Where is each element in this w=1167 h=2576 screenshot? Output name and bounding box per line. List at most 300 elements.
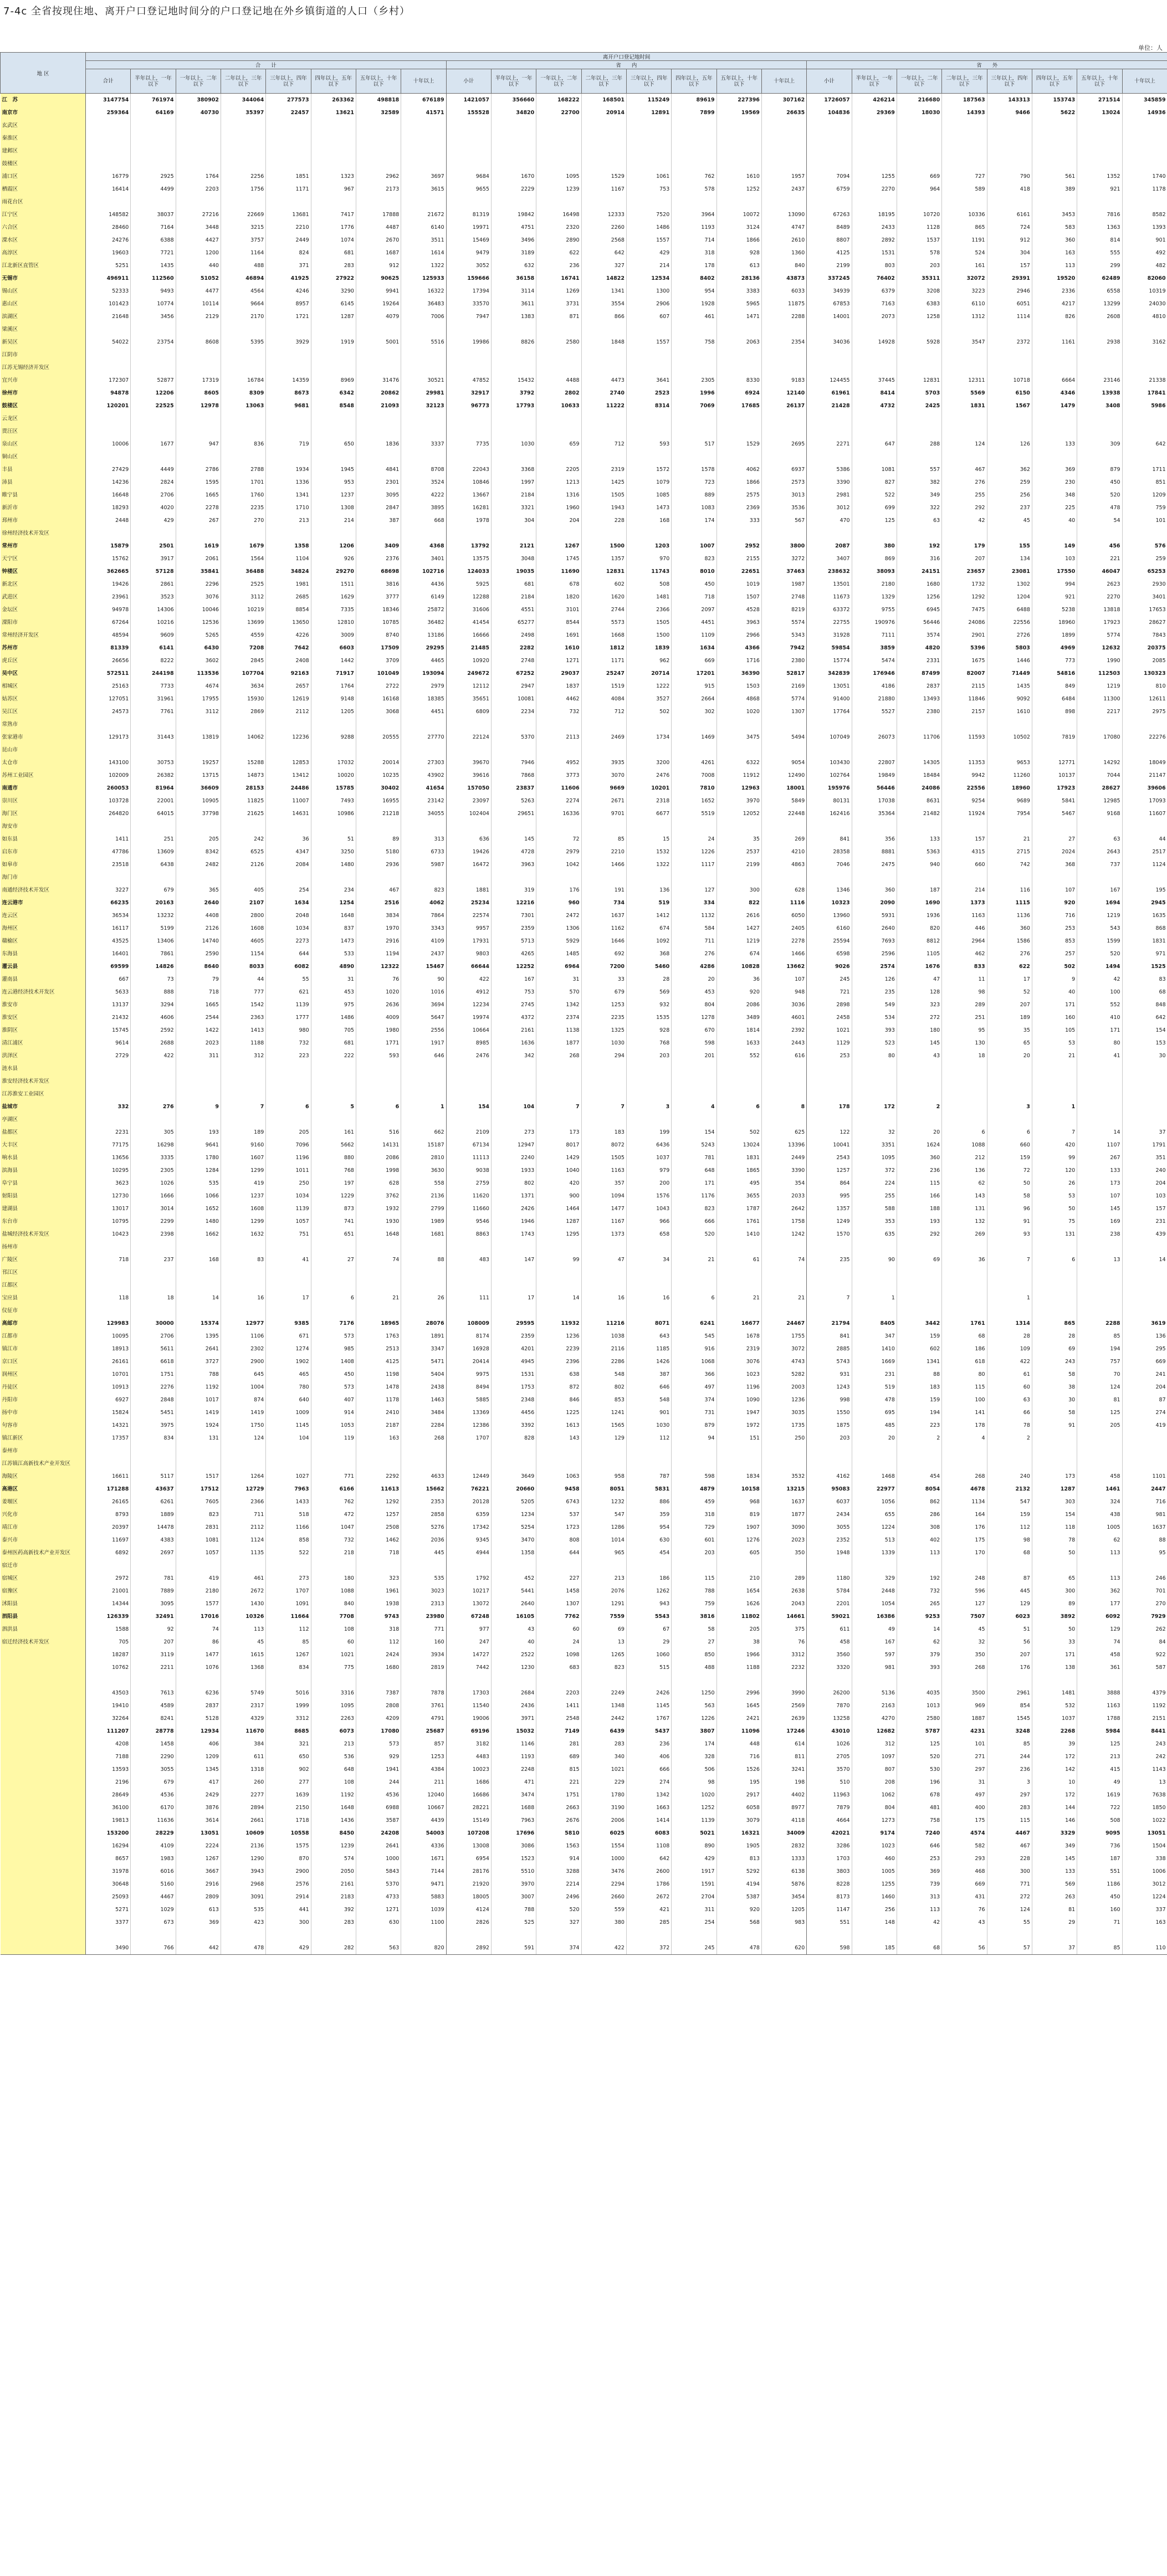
table-cell: 3757 bbox=[221, 234, 265, 247]
table-cell bbox=[581, 145, 626, 157]
table-cell bbox=[536, 1088, 581, 1100]
table-cell: 429 bbox=[672, 1852, 716, 1865]
table-cell: 1703 bbox=[807, 1852, 852, 1865]
table-cell: 11216 bbox=[581, 1317, 626, 1330]
table-cell bbox=[581, 1279, 626, 1292]
table-cell: 14826 bbox=[131, 960, 176, 973]
table-cell: 272 bbox=[897, 1011, 941, 1024]
table-cell: 153743 bbox=[1032, 94, 1077, 107]
table-cell: 260 bbox=[221, 1776, 265, 1789]
table-cell: 508 bbox=[626, 578, 671, 591]
table-cell: 16955 bbox=[356, 795, 401, 807]
table-cell: 30521 bbox=[401, 374, 446, 387]
table-cell: 2688 bbox=[131, 1037, 176, 1049]
table-cell: 13051 bbox=[176, 1827, 221, 1840]
table-cell: 143 bbox=[942, 1190, 987, 1202]
table-cell: 4439 bbox=[401, 1814, 446, 1827]
table-cell: 497 bbox=[672, 1381, 716, 1394]
table-cell: 1167 bbox=[581, 1215, 626, 1228]
table-cell: 393 bbox=[897, 1661, 941, 1674]
table-row bbox=[1, 1151, 1167, 1164]
table-cell: 13186 bbox=[401, 629, 446, 642]
data-table-wrapper bbox=[0, 52, 1167, 1955]
table-cell: 1342 bbox=[626, 1789, 671, 1801]
table-row bbox=[1, 1075, 1167, 1088]
table-cell: 3536 bbox=[761, 501, 806, 514]
table-cell: 39606 bbox=[1122, 782, 1167, 795]
table-cell bbox=[716, 361, 761, 374]
table-cell: 583 bbox=[1032, 221, 1077, 234]
table-cell: 1357 bbox=[581, 552, 626, 565]
table-row bbox=[1, 1381, 1167, 1394]
table-cell bbox=[86, 1929, 131, 1942]
table-cell: 2443 bbox=[761, 1037, 806, 1049]
table-cell: 2151 bbox=[1122, 1712, 1167, 1725]
table-cell: 1786 bbox=[626, 1878, 671, 1891]
table-cell: 16168 bbox=[356, 693, 401, 705]
table-cell: 4231 bbox=[942, 1725, 987, 1738]
table-cell bbox=[356, 425, 401, 438]
table-cell bbox=[807, 450, 852, 463]
table-cell: 1608 bbox=[221, 922, 265, 935]
table-cell: 1167 bbox=[581, 183, 626, 196]
table-cell: 2286 bbox=[581, 1355, 626, 1368]
table-cell: 2517 bbox=[1122, 846, 1167, 858]
table-cell: 12682 bbox=[852, 1725, 897, 1738]
table-cell: 4467 bbox=[987, 1827, 1032, 1840]
table-row bbox=[1, 489, 1167, 501]
table-cell: 1932 bbox=[356, 1202, 401, 1215]
table-cell: 7708 bbox=[311, 1610, 356, 1623]
table-cell bbox=[852, 871, 897, 884]
region-name: 金坛区 bbox=[1, 603, 86, 616]
table-row bbox=[1, 349, 1167, 361]
table-cell bbox=[672, 196, 716, 208]
table-cell: 23837 bbox=[491, 782, 536, 795]
table-cell: 405 bbox=[221, 884, 265, 897]
table-cell: 2363 bbox=[221, 1011, 265, 1024]
table-cell: 8228 bbox=[807, 1878, 852, 1891]
table-cell: 154 bbox=[1122, 1024, 1167, 1037]
table-cell: 1163 bbox=[942, 909, 987, 922]
table-cell: 2217 bbox=[1077, 705, 1122, 718]
table-cell bbox=[176, 145, 221, 157]
table-cell: 2548 bbox=[536, 1712, 581, 1725]
table-cell: 13008 bbox=[446, 1840, 491, 1852]
table-cell: 510 bbox=[807, 1776, 852, 1789]
table-cell bbox=[221, 1279, 265, 1292]
table-cell: 1360 bbox=[761, 247, 806, 259]
table-cell: 18960 bbox=[1032, 616, 1077, 629]
table-cell: 29391 bbox=[987, 272, 1032, 285]
table-cell: 10558 bbox=[266, 1827, 311, 1840]
table-cell: 8657 bbox=[86, 1852, 131, 1865]
region-name: 连云港经济技术开发区 bbox=[1, 986, 86, 998]
table-cell: 2090 bbox=[852, 897, 897, 909]
table-cell: 1686 bbox=[446, 1776, 491, 1789]
table-cell bbox=[626, 349, 671, 361]
table-cell: 36 bbox=[942, 1253, 987, 1266]
table-cell: 438 bbox=[1077, 1508, 1122, 1521]
table-cell: 110 bbox=[1122, 1942, 1167, 1955]
table-cell: 6359 bbox=[446, 1508, 491, 1521]
table-cell: 9941 bbox=[356, 285, 401, 298]
table-cell: 17955 bbox=[176, 693, 221, 705]
table-cell: 17550 bbox=[1032, 565, 1077, 578]
table-cell: 3611 bbox=[491, 298, 536, 310]
table-cell: 1430 bbox=[221, 1597, 265, 1610]
page-title: 7-4c 全省按现住地、离开户口登记地时间分的户口登记地在外乡镇街道的人口（乡村） bbox=[3, 6, 411, 17]
table-cell bbox=[131, 718, 176, 731]
table-cell: 6261 bbox=[131, 1496, 176, 1508]
table-cell: 2706 bbox=[131, 489, 176, 501]
table-cell bbox=[311, 1266, 356, 1279]
table-cell: 20660 bbox=[491, 1483, 536, 1496]
table-cell: 853 bbox=[581, 1394, 626, 1406]
table-cell: 10095 bbox=[86, 1330, 131, 1343]
table-row bbox=[1, 960, 1167, 973]
table-cell: 622 bbox=[987, 960, 1032, 973]
table-cell bbox=[86, 1559, 131, 1572]
region-name: 滨湖区 bbox=[1, 310, 86, 323]
table-cell: 1314 bbox=[987, 1317, 1032, 1330]
table-cell: 4222 bbox=[401, 489, 446, 501]
table-cell: 3964 bbox=[672, 208, 716, 221]
table-cell: 236 bbox=[897, 1164, 941, 1177]
table-cell: 8173 bbox=[807, 1891, 852, 1903]
table-cell bbox=[1077, 145, 1122, 157]
table-cell bbox=[1122, 450, 1167, 463]
table-cell: 329 bbox=[852, 1572, 897, 1585]
table-cell bbox=[176, 412, 221, 425]
table-cell: 3290 bbox=[311, 285, 356, 298]
table-cell: 410 bbox=[1077, 1011, 1122, 1024]
table-cell: 253 bbox=[897, 1852, 941, 1865]
table-cell: 9092 bbox=[987, 693, 1032, 705]
table-row bbox=[1, 654, 1167, 667]
table-cell: 13017 bbox=[86, 1202, 131, 1215]
table-cell bbox=[131, 744, 176, 756]
table-cell bbox=[266, 145, 311, 157]
table-cell bbox=[221, 1088, 265, 1100]
table-cell: 1291 bbox=[581, 1597, 626, 1610]
table-cell: 1262 bbox=[626, 1585, 671, 1597]
table-cell: 89619 bbox=[672, 94, 716, 107]
table-cell: 12985 bbox=[1077, 795, 1122, 807]
table-cell: 21482 bbox=[897, 807, 941, 820]
table-cell: 711 bbox=[672, 935, 716, 948]
table-cell: 753 bbox=[626, 183, 671, 196]
table-cell: 1634 bbox=[266, 897, 311, 909]
table-cell: 95 bbox=[942, 1024, 987, 1037]
table-cell bbox=[897, 1292, 941, 1304]
table-cell: 1009 bbox=[266, 1406, 311, 1419]
table-cell: 6488 bbox=[987, 603, 1032, 616]
table-cell bbox=[266, 1241, 311, 1253]
table-cell: 788 bbox=[176, 1368, 221, 1381]
table-cell bbox=[1122, 744, 1167, 756]
table-cell bbox=[311, 820, 356, 833]
table-cell: 1701 bbox=[221, 476, 265, 489]
table-cell: 1761 bbox=[942, 1317, 987, 1330]
table-cell: 2183 bbox=[311, 1891, 356, 1903]
table-cell bbox=[942, 323, 987, 336]
table-cell: 1740 bbox=[1122, 170, 1167, 183]
table-cell: 3055 bbox=[807, 1521, 852, 1534]
table-cell bbox=[266, 744, 311, 756]
table-cell: 2317 bbox=[221, 1699, 265, 1712]
table-cell: 6927 bbox=[86, 1394, 131, 1406]
table-cell: 207 bbox=[987, 998, 1032, 1011]
table-cell bbox=[626, 1674, 671, 1687]
table-cell bbox=[987, 1929, 1032, 1942]
region-name: 淮安经济技术开发区 bbox=[1, 1075, 86, 1088]
table-cell: 24486 bbox=[266, 782, 311, 795]
table-row bbox=[1, 1113, 1167, 1126]
table-cell: 1763 bbox=[356, 1330, 401, 1343]
table-cell: 1723 bbox=[536, 1521, 581, 1534]
table-cell: 732 bbox=[266, 1037, 311, 1049]
table-cell bbox=[491, 157, 536, 170]
table-cell: 2590 bbox=[176, 948, 221, 960]
table-cell bbox=[446, 527, 491, 540]
table-cell: 113 bbox=[897, 1903, 941, 1916]
table-cell: 19974 bbox=[446, 1011, 491, 1024]
region-name: 南通市 bbox=[1, 782, 86, 795]
table-cell bbox=[356, 1445, 401, 1457]
table-cell: 136 bbox=[1122, 1330, 1167, 1343]
table-cell: 1466 bbox=[761, 948, 806, 960]
table-cell: 353 bbox=[852, 1215, 897, 1228]
table-cell: 125 bbox=[1077, 1738, 1122, 1750]
table-cell: 250 bbox=[761, 1432, 806, 1445]
table-cell bbox=[491, 119, 536, 132]
table-cell: 18293 bbox=[86, 501, 131, 514]
table-cell bbox=[536, 425, 581, 438]
table-cell: 552 bbox=[1077, 998, 1122, 1011]
table-cell: 1192 bbox=[1122, 1699, 1167, 1712]
table-cell: 351 bbox=[1122, 1151, 1167, 1164]
table-cell: 681 bbox=[311, 1037, 356, 1049]
table-cell: 1192 bbox=[311, 1789, 356, 1801]
table-cell: 207 bbox=[942, 552, 987, 565]
table-cell: 1665 bbox=[176, 998, 221, 1011]
table-cell: 647 bbox=[852, 438, 897, 450]
table-cell bbox=[1077, 323, 1122, 336]
table-cell: 3390 bbox=[807, 476, 852, 489]
table-cell: 63 bbox=[897, 514, 941, 527]
table-cell: 6 bbox=[672, 1292, 716, 1304]
table-cell: 866 bbox=[581, 310, 626, 323]
region-name: 虎丘区 bbox=[1, 654, 86, 667]
table-cell: 5437 bbox=[626, 1725, 671, 1738]
table-cell: 679 bbox=[581, 986, 626, 998]
table-cell: 2214 bbox=[536, 1878, 581, 1891]
table-cell: 245 bbox=[672, 1942, 716, 1955]
table-cell: 3634 bbox=[221, 680, 265, 693]
table-cell: 16928 bbox=[446, 1343, 491, 1355]
table-cell: 294 bbox=[581, 1049, 626, 1062]
table-cell: 65253 bbox=[1122, 565, 1167, 578]
table-cell: 3615 bbox=[401, 183, 446, 196]
table-cell: 21794 bbox=[807, 1317, 852, 1330]
table-cell: 5292 bbox=[716, 1865, 761, 1878]
table-cell bbox=[221, 744, 265, 756]
table-cell bbox=[626, 718, 671, 731]
table-cell bbox=[536, 744, 581, 756]
table-cell bbox=[536, 871, 581, 884]
table-cell: 111207 bbox=[86, 1725, 131, 1738]
table-cell: 8793 bbox=[86, 1508, 131, 1521]
table-cell: 44 bbox=[221, 973, 265, 986]
table-cell bbox=[807, 1075, 852, 1088]
table-cell: 1691 bbox=[536, 629, 581, 642]
table-cell: 596 bbox=[942, 1585, 987, 1597]
table-cell: 23518 bbox=[86, 858, 131, 871]
table-cell bbox=[356, 412, 401, 425]
table-cell bbox=[1032, 1266, 1077, 1279]
region-name: 张家港市 bbox=[1, 731, 86, 744]
table-cell: 4589 bbox=[131, 1699, 176, 1712]
table-cell: 124033 bbox=[446, 565, 491, 578]
table-cell: 1877 bbox=[761, 1508, 806, 1521]
table-cell: 2380 bbox=[897, 705, 941, 718]
region-name bbox=[1, 1661, 86, 1674]
table-cell bbox=[1032, 323, 1077, 336]
table-cell: 2180 bbox=[176, 1585, 221, 1597]
table-cell: 2684 bbox=[491, 1687, 536, 1699]
table-cell: 31 bbox=[536, 973, 581, 986]
table-cell bbox=[176, 1088, 221, 1100]
table-cell: 2210 bbox=[581, 846, 626, 858]
table-row bbox=[1, 1253, 1167, 1266]
table-cell bbox=[807, 323, 852, 336]
table-cell: 3401 bbox=[401, 552, 446, 565]
table-cell: 79 bbox=[176, 973, 221, 986]
table-cell: 2278 bbox=[761, 935, 806, 948]
table-cell: 1567 bbox=[987, 400, 1032, 412]
table-cell: 46047 bbox=[1077, 565, 1122, 578]
table-row bbox=[1, 1317, 1167, 1330]
table-cell bbox=[1077, 412, 1122, 425]
table-cell: 6954 bbox=[446, 1852, 491, 1865]
table-cell: 6025 bbox=[581, 1827, 626, 1840]
table-cell bbox=[942, 1100, 987, 1113]
table-cell: 461 bbox=[672, 310, 716, 323]
region-name: 连云区 bbox=[1, 909, 86, 922]
table-cell: 52817 bbox=[761, 667, 806, 680]
table-cell: 3035 bbox=[761, 1406, 806, 1419]
region-name bbox=[1, 1648, 86, 1661]
table-row bbox=[1, 922, 1167, 935]
table-cell: 162416 bbox=[807, 807, 852, 820]
table-cell: 360 bbox=[1032, 234, 1077, 247]
table-cell: 3368 bbox=[491, 463, 536, 476]
table-cell: 348 bbox=[1032, 489, 1077, 501]
table-cell: 2126 bbox=[221, 858, 265, 871]
table-row bbox=[1, 1241, 1167, 1253]
table-cell: 267 bbox=[1077, 1151, 1122, 1164]
table-cell: 286 bbox=[897, 1508, 941, 1521]
table-cell bbox=[131, 820, 176, 833]
table-cell: 1043 bbox=[626, 1202, 671, 1215]
table-cell: 5 bbox=[311, 1100, 356, 1113]
table-cell bbox=[221, 323, 265, 336]
table-cell: 1632 bbox=[221, 1228, 265, 1241]
table-cell bbox=[807, 1279, 852, 1292]
table-cell bbox=[987, 361, 1032, 374]
table-cell: 20128 bbox=[446, 1496, 491, 1508]
table-cell: 873 bbox=[311, 1202, 356, 1215]
table-cell: 362 bbox=[987, 463, 1032, 476]
table-cell: 495 bbox=[716, 1177, 761, 1190]
table-cell: 968 bbox=[716, 1496, 761, 1508]
table-cell bbox=[581, 527, 626, 540]
table-cell bbox=[1077, 871, 1122, 884]
table-cell: 1504 bbox=[1122, 1840, 1167, 1852]
table-cell: 155 bbox=[987, 540, 1032, 552]
table-cell: 392 bbox=[311, 1903, 356, 1916]
table-cell bbox=[807, 1674, 852, 1687]
table-cell: 112 bbox=[626, 1432, 671, 1445]
table-cell: 338 bbox=[1122, 1852, 1167, 1865]
table-cell: 453 bbox=[672, 986, 716, 998]
table-cell: 4477 bbox=[176, 285, 221, 298]
table-cell: 568 bbox=[716, 1916, 761, 1929]
table-cell bbox=[716, 1929, 761, 1942]
table-cell: 1626 bbox=[716, 1597, 761, 1610]
table-cell bbox=[356, 1113, 401, 1126]
table-cell: 1917 bbox=[401, 1037, 446, 1049]
table-cell: 318 bbox=[672, 1508, 716, 1521]
table-cell bbox=[536, 1674, 581, 1687]
table-cell: 2273 bbox=[266, 935, 311, 948]
table-cell: 516 bbox=[356, 1126, 401, 1139]
table-row bbox=[1, 629, 1167, 642]
table-cell: 1848 bbox=[581, 336, 626, 349]
table-cell: 2744 bbox=[581, 603, 626, 616]
table-cell: 10326 bbox=[221, 1610, 265, 1623]
table-cell: 15032 bbox=[491, 1725, 536, 1738]
table-cell: 1276 bbox=[716, 1534, 761, 1546]
table-cell: 7947 bbox=[446, 310, 491, 323]
table-cell: 768 bbox=[311, 1164, 356, 1177]
table-cell: 1171 bbox=[581, 654, 626, 667]
table-cell bbox=[356, 323, 401, 336]
table-cell bbox=[221, 718, 265, 731]
table-cell: 180 bbox=[897, 1024, 941, 1037]
table-cell: 1014 bbox=[581, 1534, 626, 1546]
column-header-total-7: 十年以上 bbox=[401, 69, 446, 94]
table-cell: 2036 bbox=[401, 1534, 446, 1546]
table-cell: 7163 bbox=[852, 298, 897, 310]
region-name: 徐州经济技术开发区 bbox=[1, 527, 86, 540]
table-cell: 3055 bbox=[131, 1763, 176, 1776]
table-cell: 1610 bbox=[716, 170, 761, 183]
table-cell: 312 bbox=[221, 1049, 265, 1062]
table-cell: 3 bbox=[987, 1776, 1032, 1789]
table-cell bbox=[131, 1304, 176, 1317]
table-cell: 13501 bbox=[807, 578, 852, 591]
table-cell: 167 bbox=[491, 973, 536, 986]
table-cell: 163 bbox=[1032, 247, 1077, 259]
table-cell: 2129 bbox=[176, 310, 221, 323]
table-cell: 27922 bbox=[311, 272, 356, 285]
region-name: 如皋市 bbox=[1, 858, 86, 871]
table-cell: 62 bbox=[942, 1177, 987, 1190]
table-cell: 2392 bbox=[761, 1024, 806, 1037]
table-cell bbox=[987, 450, 1032, 463]
